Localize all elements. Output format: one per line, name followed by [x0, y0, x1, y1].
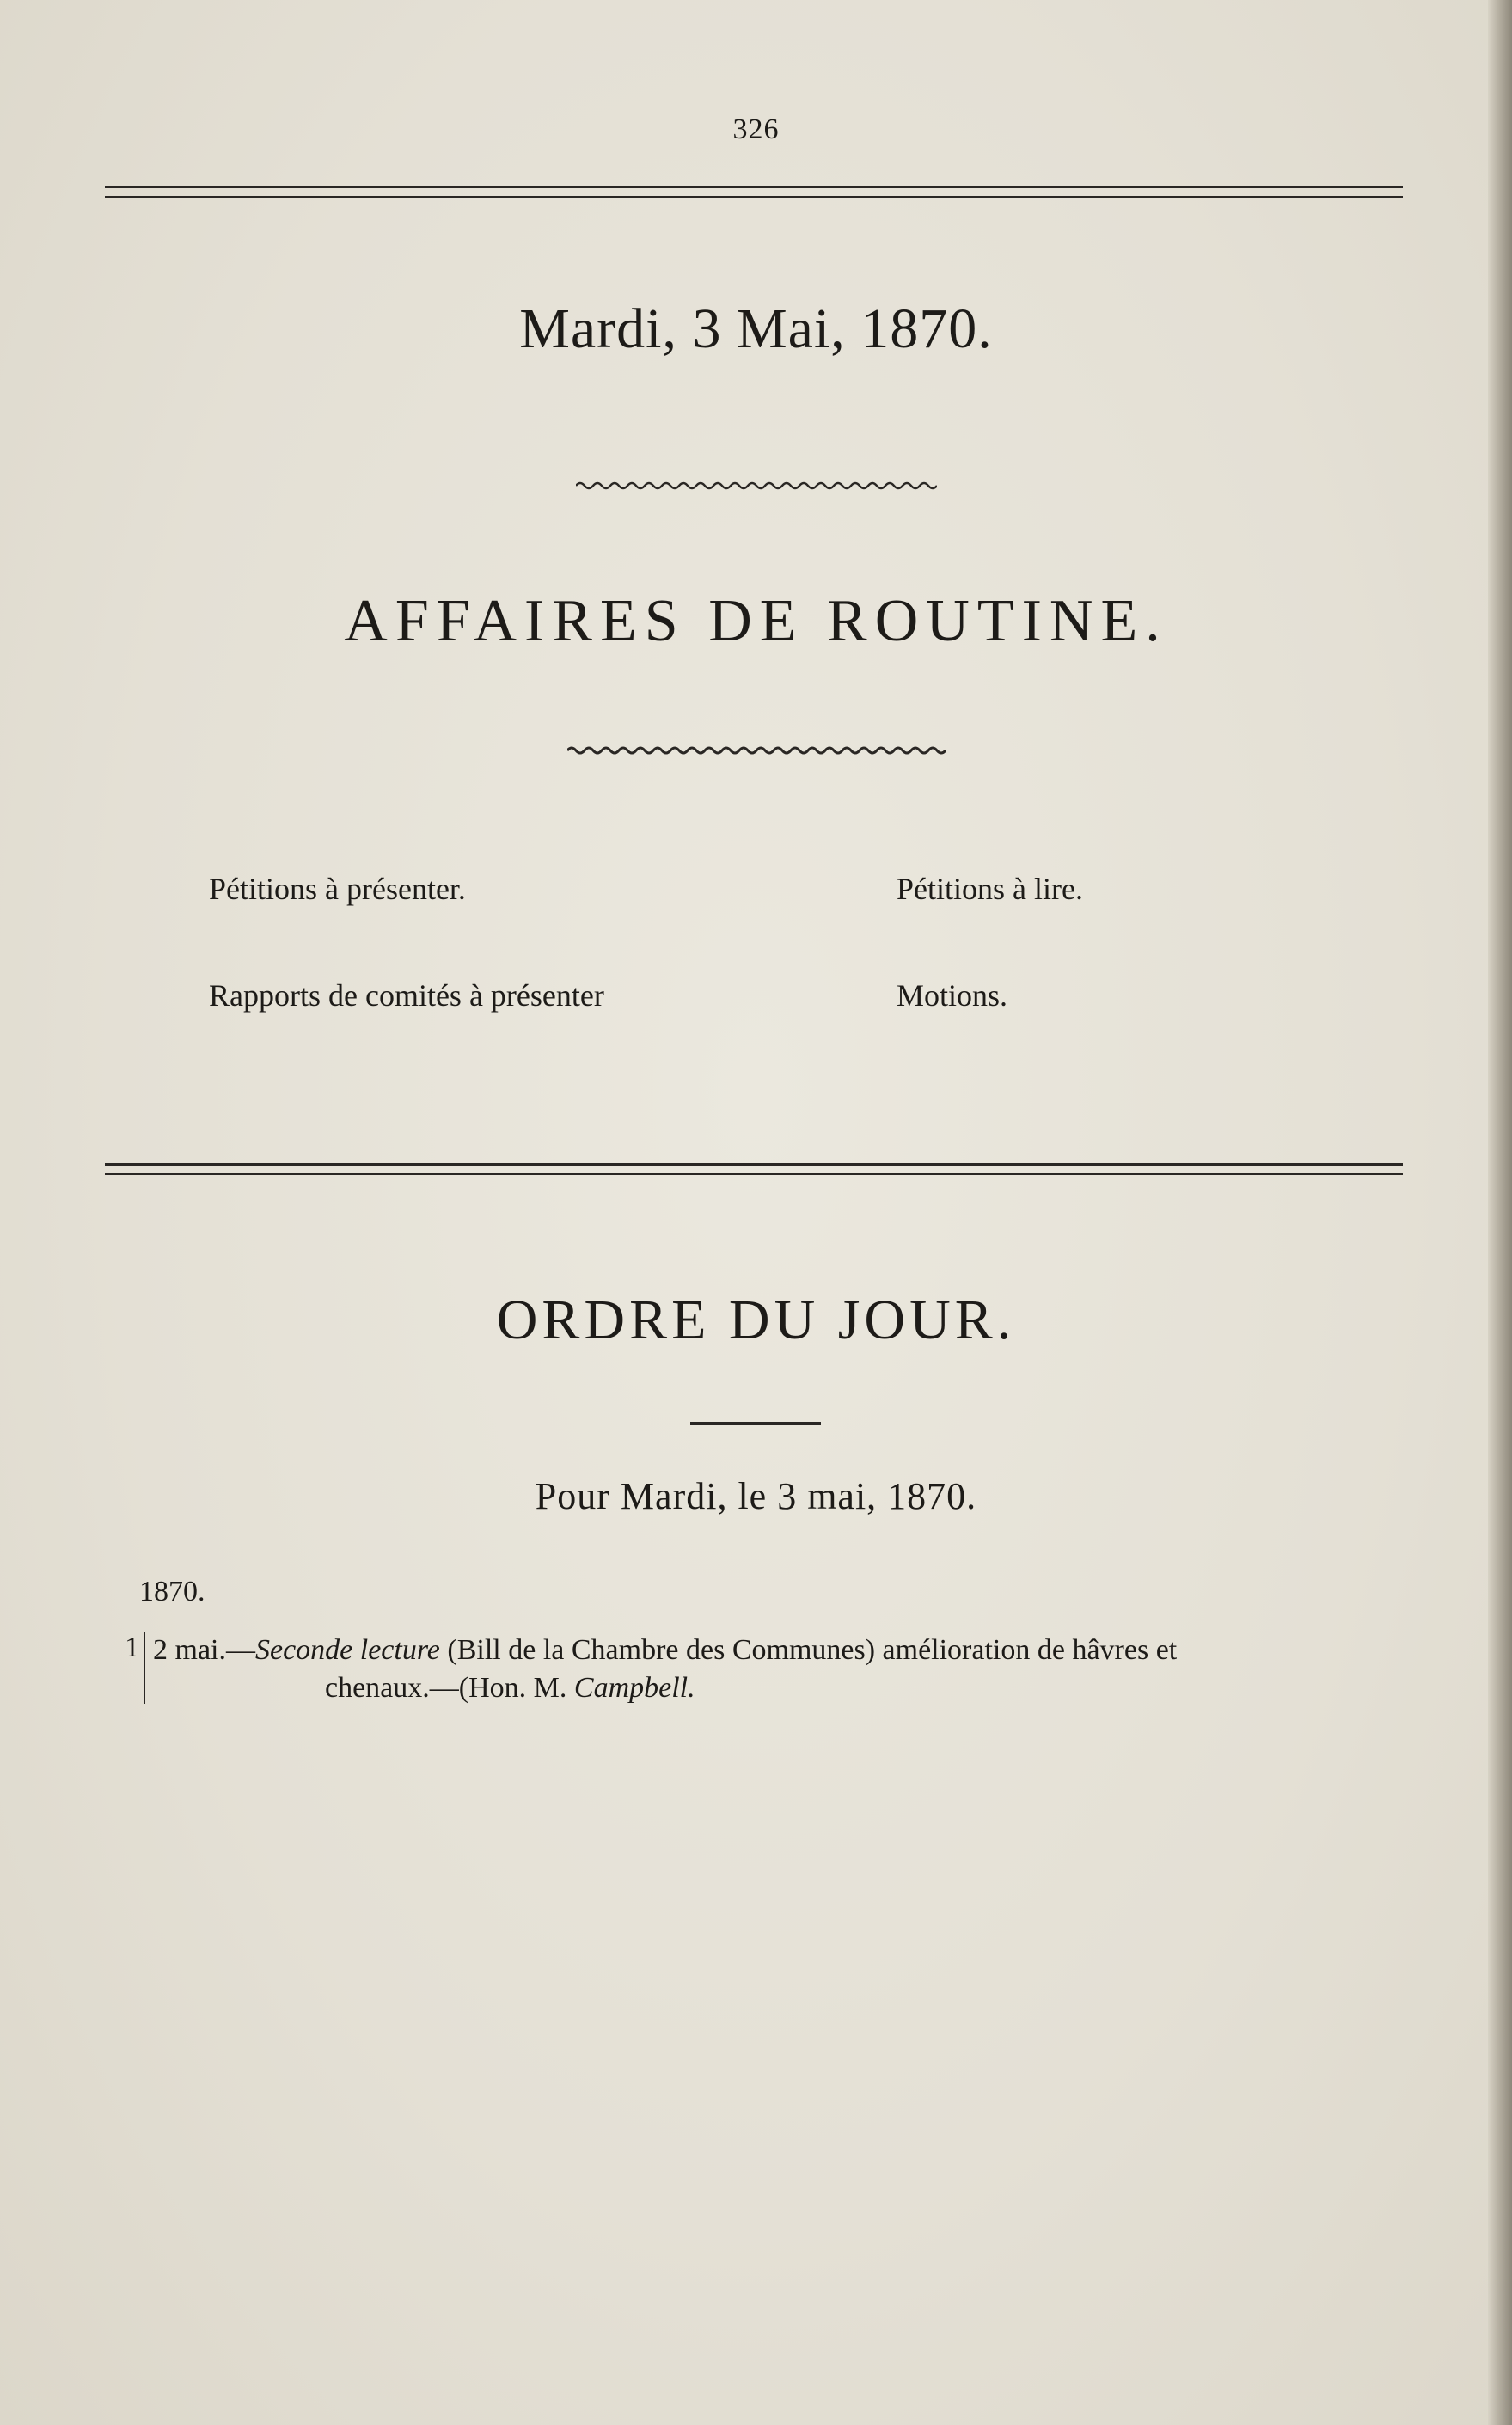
page-number: 326	[732, 113, 780, 145]
wavy-line-icon	[576, 481, 937, 491]
order-item-bar	[144, 1632, 145, 1704]
section-heading: AFFAIRES DE ROUTINE.	[344, 588, 1168, 654]
order-item-date: 2 mai.—	[153, 1634, 255, 1666]
year-label: 1870.	[139, 1576, 205, 1607]
routine-item-petitions-read: Pétitions à lire.	[897, 872, 1083, 906]
routine-item-committee-reports: Rapports de comités à présenter	[209, 978, 604, 1013]
middle-double-rule	[105, 1163, 1403, 1175]
date-heading: Mardi, 3 Mai, 1870.	[519, 297, 993, 360]
order-item-sponsor: Campbell.	[573, 1672, 695, 1704]
top-double-rule	[105, 186, 1403, 198]
routine-item-motions: Motions.	[897, 978, 1008, 1013]
order-item-text-part1: (Bill de la Chambre des Communes) amélioration de hâvres et	[439, 1634, 1178, 1666]
order-item-stage: Seconde lecture	[254, 1634, 440, 1666]
page-binding-edge	[1488, 0, 1512, 2425]
order-item-line2	[153, 1669, 1408, 1707]
order-item-text	[153, 1632, 1408, 1707]
wavy-divider-bottom	[0, 744, 1512, 760]
order-date: Pour Mardi, le 3 mai, 1870.	[535, 1475, 977, 1517]
short-rule	[690, 1422, 821, 1425]
order-item-number: 1	[125, 1632, 139, 1663]
order-item-text-part2: chenaux.—(Hon. M.	[325, 1672, 574, 1704]
order-heading: ORDRE DU JOUR.	[496, 1289, 1016, 1351]
wavy-line-icon	[567, 745, 946, 756]
wavy-divider-top	[0, 480, 1512, 495]
routine-item-petitions-present: Pétitions à présenter.	[209, 872, 466, 906]
